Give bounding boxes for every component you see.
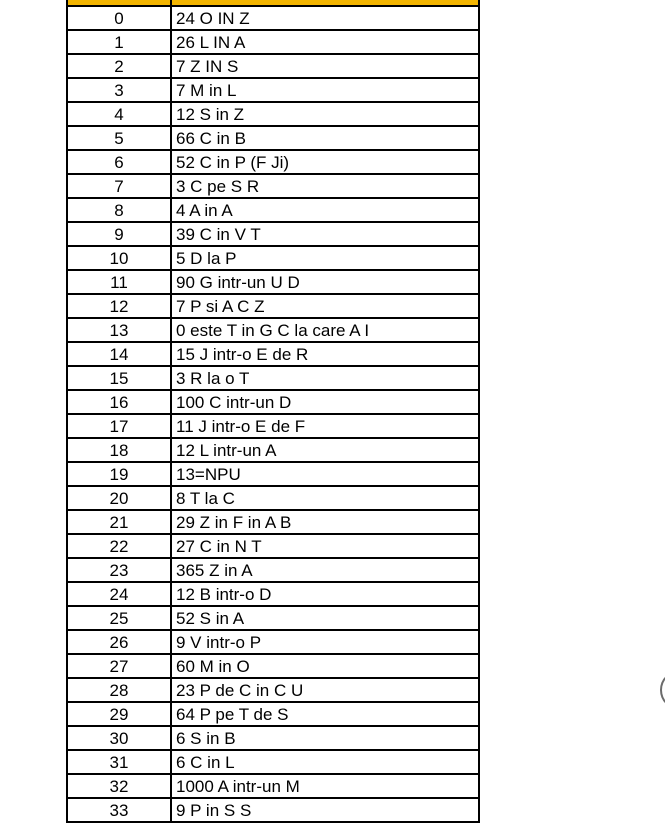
table-row: [68, 487, 478, 511]
row-number: 14: [68, 343, 172, 365]
table-row: [68, 679, 478, 703]
row-cipher-text: 39 C in V T: [176, 225, 261, 244]
row-number: 18: [68, 439, 172, 461]
table-row: [68, 103, 478, 127]
table-row: [68, 31, 478, 55]
row-number: 26: [68, 631, 172, 653]
table-row: [68, 55, 478, 79]
row-number: 9: [68, 223, 172, 245]
row-number: 21: [68, 511, 172, 533]
table-row: [68, 751, 478, 775]
row-cipher-text: 12 S in Z: [176, 105, 245, 124]
row-cipher-text: 9 P in S S: [176, 801, 252, 820]
row-cipher-text: 12 L intr-un A: [176, 441, 277, 460]
row-cipher-text: 3 C pe S R: [176, 177, 260, 196]
table-row: [68, 727, 478, 751]
edge-circle-control[interactable]: [660, 670, 665, 710]
row-cipher-text: 15 J intr-o E de R: [176, 345, 309, 364]
row-number: 16: [68, 391, 172, 413]
row-cipher-text: 4 A in A: [176, 201, 233, 220]
row-number: 28: [68, 679, 172, 701]
table-row: [68, 127, 478, 151]
row-number: 33: [68, 799, 172, 821]
row-cipher-text: 3 R la o T: [176, 369, 250, 388]
table-row: [68, 583, 478, 607]
row-cipher-text: 66 C in B: [176, 129, 246, 148]
row-number: 17: [68, 415, 172, 437]
table-row: [68, 775, 478, 799]
row-cipher-text: 11 J intr-o E de F: [176, 417, 306, 436]
row-cipher-text: 52 C in P (F Ji): [176, 153, 290, 172]
row-cipher-text: 23 P de C in C U: [176, 681, 304, 700]
row-cipher-text: 64 P pe T de S: [176, 705, 289, 724]
row-cipher-text: 100 C intr-un D: [176, 393, 292, 412]
row-cipher-text: 9 V intr-o P: [176, 633, 262, 652]
table-row: [68, 199, 478, 223]
row-number: 32: [68, 775, 172, 797]
row-cipher-text: 27 C in N T: [176, 537, 262, 556]
row-cipher-text: 12 B intr-o D: [176, 585, 272, 604]
table-row: [68, 151, 478, 175]
table-row: [68, 607, 478, 631]
table-row: [68, 175, 478, 199]
row-cipher-text: 90 G intr-un U D: [176, 273, 300, 292]
row-cipher-text: 6 S in B: [176, 729, 236, 748]
row-cipher-text: 6 C in L: [176, 753, 235, 772]
row-number: 1: [68, 31, 172, 53]
table-row: [68, 319, 478, 343]
row-number: 8: [68, 199, 172, 221]
row-number: 25: [68, 607, 172, 629]
table-row: [68, 799, 478, 823]
row-number: 30: [68, 727, 172, 749]
header-criptat: [172, 0, 478, 5]
table-row: [68, 367, 478, 391]
row-number: 2: [68, 55, 172, 77]
row-cipher-text: 0 este T in G C la care A I: [176, 321, 370, 340]
table-row: [68, 7, 478, 31]
table-row: [68, 79, 478, 103]
table-row: [68, 391, 478, 415]
row-number: 27: [68, 655, 172, 677]
header-nr: [68, 0, 172, 5]
row-number: 11: [68, 271, 172, 293]
row-number: 15: [68, 367, 172, 389]
table-row: [68, 415, 478, 439]
table-row: [68, 223, 478, 247]
row-number: 22: [68, 535, 172, 557]
row-number: 5: [68, 127, 172, 149]
table-row: [68, 439, 478, 463]
table-row: [68, 559, 478, 583]
row-number: 10: [68, 247, 172, 269]
row-number: 4: [68, 103, 172, 125]
table-row: [68, 655, 478, 679]
table-row: [68, 247, 478, 271]
row-cipher-text: 8 T la C: [176, 489, 235, 508]
row-cipher-text: 365 Z in A: [176, 561, 253, 580]
cipher-table: [66, 0, 480, 823]
row-cipher-text: 5 D la P: [176, 249, 237, 268]
row-cipher-text: 13=NPU: [176, 465, 241, 484]
row-number: 19: [68, 463, 172, 485]
row-number: 0: [68, 7, 172, 29]
row-number: 20: [68, 487, 172, 509]
table-row: [68, 343, 478, 367]
row-cipher-text: 52 S in A: [176, 609, 245, 628]
row-number: 12: [68, 295, 172, 317]
row-cipher-text: 29 Z in F in A B: [176, 513, 292, 532]
table-row: [68, 703, 478, 727]
table-row: [68, 631, 478, 655]
row-number: 7: [68, 175, 172, 197]
row-number: 6: [68, 151, 172, 173]
row-number: 24: [68, 583, 172, 605]
table-row: [68, 271, 478, 295]
table-header-row: [68, 0, 478, 7]
row-cipher-text: 26 L IN A: [176, 33, 246, 52]
table-row: [68, 463, 478, 487]
row-number: 13: [68, 319, 172, 341]
row-number: 31: [68, 751, 172, 773]
row-cipher-text: 24 O IN Z: [176, 9, 250, 28]
row-cipher-text: 1000 A intr-un M: [176, 777, 300, 796]
row-cipher-text: 7 Z IN S: [176, 57, 239, 76]
row-number: 29: [68, 703, 172, 725]
row-number: 3: [68, 79, 172, 101]
table-row: [68, 295, 478, 319]
table-body: [68, 7, 478, 823]
row-cipher-text: 60 M in O: [176, 657, 250, 676]
row-cipher-text: 7 M in L: [176, 81, 237, 100]
table-row: [68, 511, 478, 535]
row-number: 23: [68, 559, 172, 581]
table-row: [68, 535, 478, 559]
row-cipher-text: 7 P si A C Z: [176, 297, 265, 316]
